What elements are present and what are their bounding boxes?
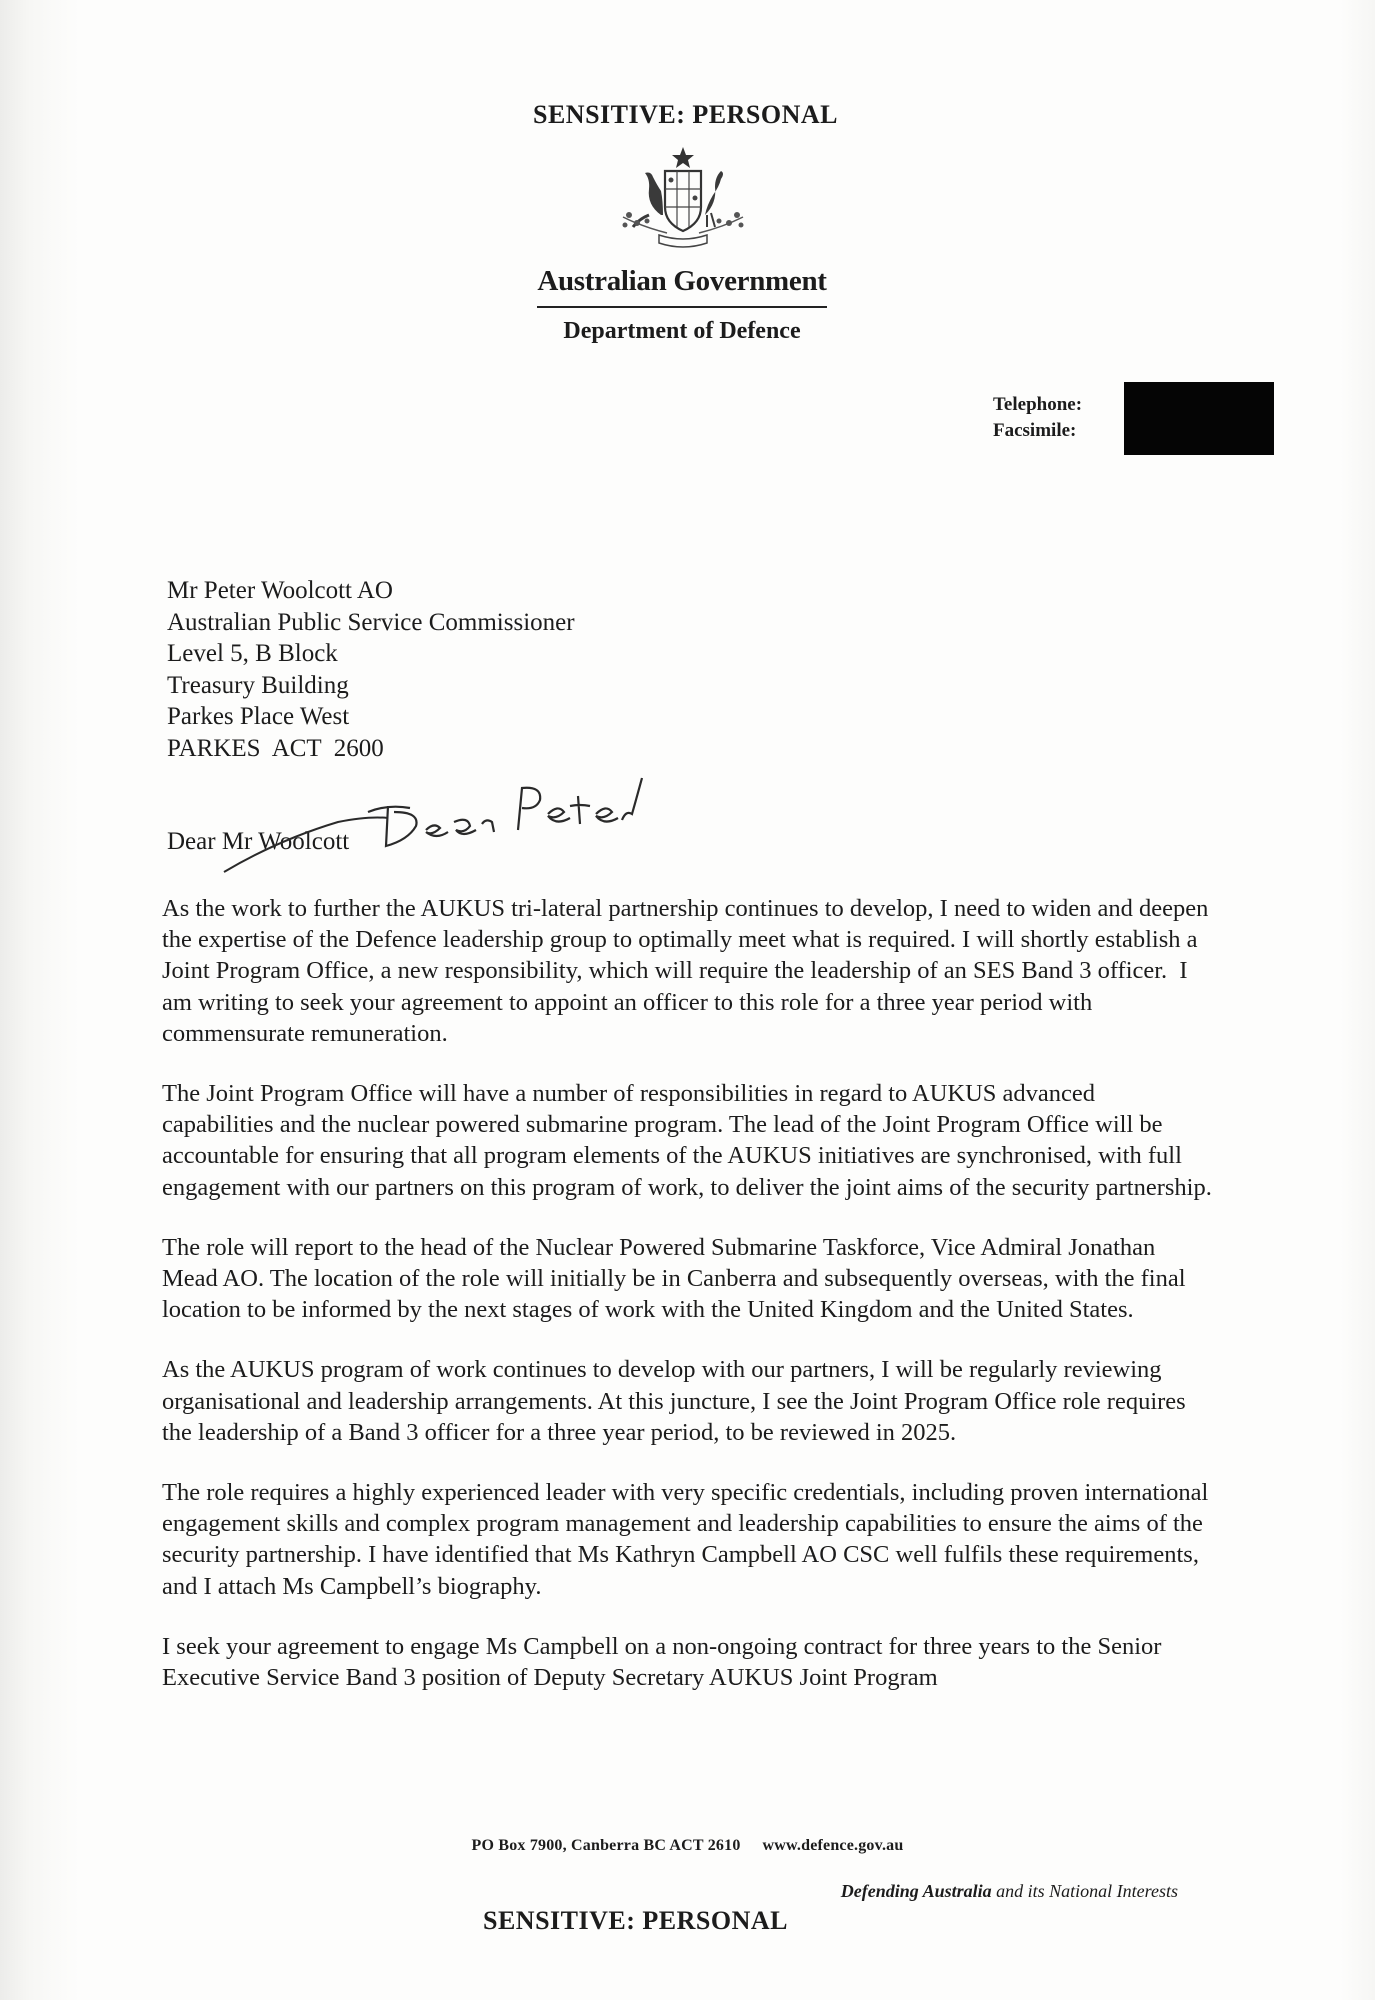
telephone-label: Telephone: [993, 394, 1083, 415]
redaction-box [1124, 382, 1274, 455]
postal-address: PO Box 7900, Canberra BC ACT 2610 [471, 1837, 741, 1854]
agency-block [537, 265, 827, 345]
address-line: Level 5, B Block [167, 640, 338, 667]
footer-address [0, 1837, 1375, 1855]
motto-strong: Australia [922, 1881, 992, 1901]
classification-header: SENSITIVE: PERSONAL [533, 100, 838, 129]
facsimile-label: Facsimile: [993, 420, 1077, 441]
salutation-prefix: Dear [167, 828, 222, 855]
department-name: Department of Defence [563, 318, 801, 344]
recipient-address [167, 575, 575, 764]
letter-body [162, 893, 1215, 1693]
body-paragraph: As the AUKUS program of work continues to develop with our partners, I will be regularly reviewing organisational and leadership arrangements. At this juncture, I see the Joint Program Office role requires the leadership of a Band 3 officer for a three year period, to be reviewed in 2025. [162, 1356, 1186, 1446]
contact-labels [993, 392, 1082, 444]
website-link[interactable]: www.defence.gov.au [762, 1837, 904, 1854]
struck-name: Mr Woolcott [221, 828, 350, 855]
address-line: PARKES ACT 2600 [167, 734, 384, 762]
address-line: Parkes Place West [167, 703, 350, 730]
body-paragraph: The role requires a highly experienced leader with very specific credentials, including proven international engagement skills and complex program management and leadership capabilities to ensure the aims of the security partnership. I have identified that Ms Kathryn Campbell AO CSC well fulfils these requirements, and I attach Ms Campbell’s biography. [162, 1479, 1209, 1600]
body-paragraph: The role will report to the head of the Nuclear Powered Submarine Taskforce, Vice Admiral Jonathan Mead AO. The location of the role will initially be in Canberra and subsequently overseas, with the final location to be informed by the next stages of work with the United Kingdom and the United States. [162, 1233, 1186, 1324]
address-line: Mr Peter Woolcott AO [167, 577, 393, 604]
coat-of-arms-icon [603, 145, 763, 255]
address-line: Australian Public Service Commissioner [167, 608, 575, 636]
handwritten-salutation [218, 760, 648, 880]
body-paragraph: As the work to further the AUKUS tri-lateral partnership continues to develop, I need to widen and deepen the expertise of the Defence leadership group to optimally meet what is required. I will shortly establish a Joint Program Office, a new responsibility, which will require the leadership of an SES Band 3 officer. I am writing to seek your agreement to appoint an officer to this role for a three year period with commensurate remuneration. [162, 895, 1215, 1047]
motto-lead: Defending [840, 1881, 923, 1901]
address-line: Treasury Building [167, 671, 349, 699]
motto-tail: and its National Interests [991, 1881, 1178, 1901]
body-paragraph: The Joint Program Office will have a number of responsibilities in regard to AUKUS advanced capabilities and the nuclear powered submarine program. The lead of the Joint Program Office will be accountable for ensuring that all program elements of the AUKUS initiatives are synchronised, with full engagement with our partners on this program of work, to deliver the joint aims of the security partnership. [162, 1080, 1212, 1201]
classification-footer: SENSITIVE: PERSONAL [483, 1906, 788, 1935]
department-motto [841, 1881, 1178, 1902]
body-paragraph: I seek your agreement to engage Ms Campbell on a non-ongoing contract for three years to the Senior Executive Service Band 3 position of Deputy Secretary AUKUS Joint Program [162, 1632, 1162, 1692]
government-name: Australian Government [537, 265, 827, 308]
